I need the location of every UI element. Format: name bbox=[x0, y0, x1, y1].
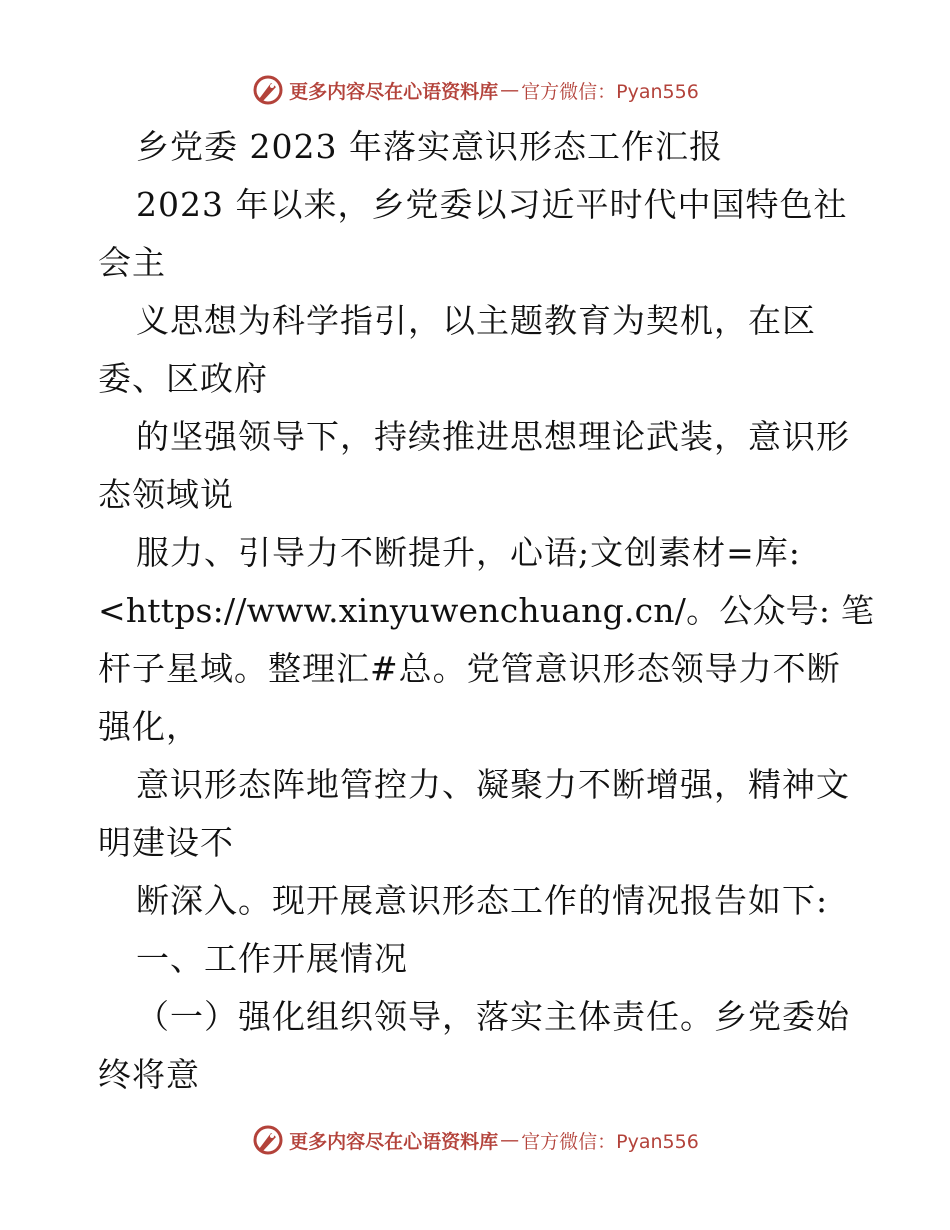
banner-wechat-text: 官方微信：Pyan556 bbox=[521, 1130, 699, 1153]
paragraph-line: 态领域说 bbox=[98, 475, 234, 514]
pen-nib-logo-icon bbox=[251, 73, 285, 107]
paragraph-line-url: <https://www.xinyuwenchuang.cn/。公众号: 笔 bbox=[98, 591, 875, 630]
paragraph-line: 明建设不 bbox=[98, 823, 234, 862]
paragraph-line: 义思想为科学指引，以主题教育为契机，在区 bbox=[136, 301, 816, 340]
paragraph-line: 服力、引导力不断提升，心语;文创素材=库: bbox=[136, 533, 801, 572]
document-title: 乡党委 2023 年落实意识形态工作汇报 bbox=[136, 127, 723, 166]
paragraph-line: 断深入。现开展意识形态工作的情况报告如下: bbox=[136, 881, 829, 920]
paragraph-line: 杆子星域。整理汇#总。党管意识形态领导力不断 bbox=[98, 649, 841, 688]
paragraph-line: 终将意 bbox=[98, 1055, 200, 1094]
paragraph-line: 会主 bbox=[98, 243, 166, 282]
banner-separator: — bbox=[500, 1129, 520, 1151]
paragraph-line: 2023 年以来，乡党委以习近平时代中国特色社 bbox=[136, 185, 848, 224]
section-heading: 一、工作开展情况 bbox=[136, 939, 408, 978]
paragraph-line: 意识形态阵地管控力、凝聚力不断增强，精神文 bbox=[136, 765, 850, 804]
banner-site-text: 更多内容尽在心语资料库 bbox=[289, 80, 499, 103]
pen-nib-logo-icon bbox=[251, 1123, 285, 1157]
banner-site-text: 更多内容尽在心语资料库 bbox=[289, 1130, 499, 1153]
banner-separator: — bbox=[500, 79, 520, 101]
paragraph-line: 强化， bbox=[98, 707, 200, 746]
subsection-heading-line: （一）强化组织领导，落实主体责任。乡党委始 bbox=[136, 997, 850, 1036]
header-watermark-banner bbox=[0, 70, 950, 110]
footer-watermark-banner bbox=[0, 1120, 950, 1160]
paragraph-line: 的坚强领导下，持续推进思想理论武装，意识形 bbox=[136, 417, 850, 456]
banner-wechat-text: 官方微信：Pyan556 bbox=[521, 80, 699, 103]
document-body bbox=[98, 118, 875, 1104]
paragraph-line: 委、区政府 bbox=[98, 359, 268, 398]
